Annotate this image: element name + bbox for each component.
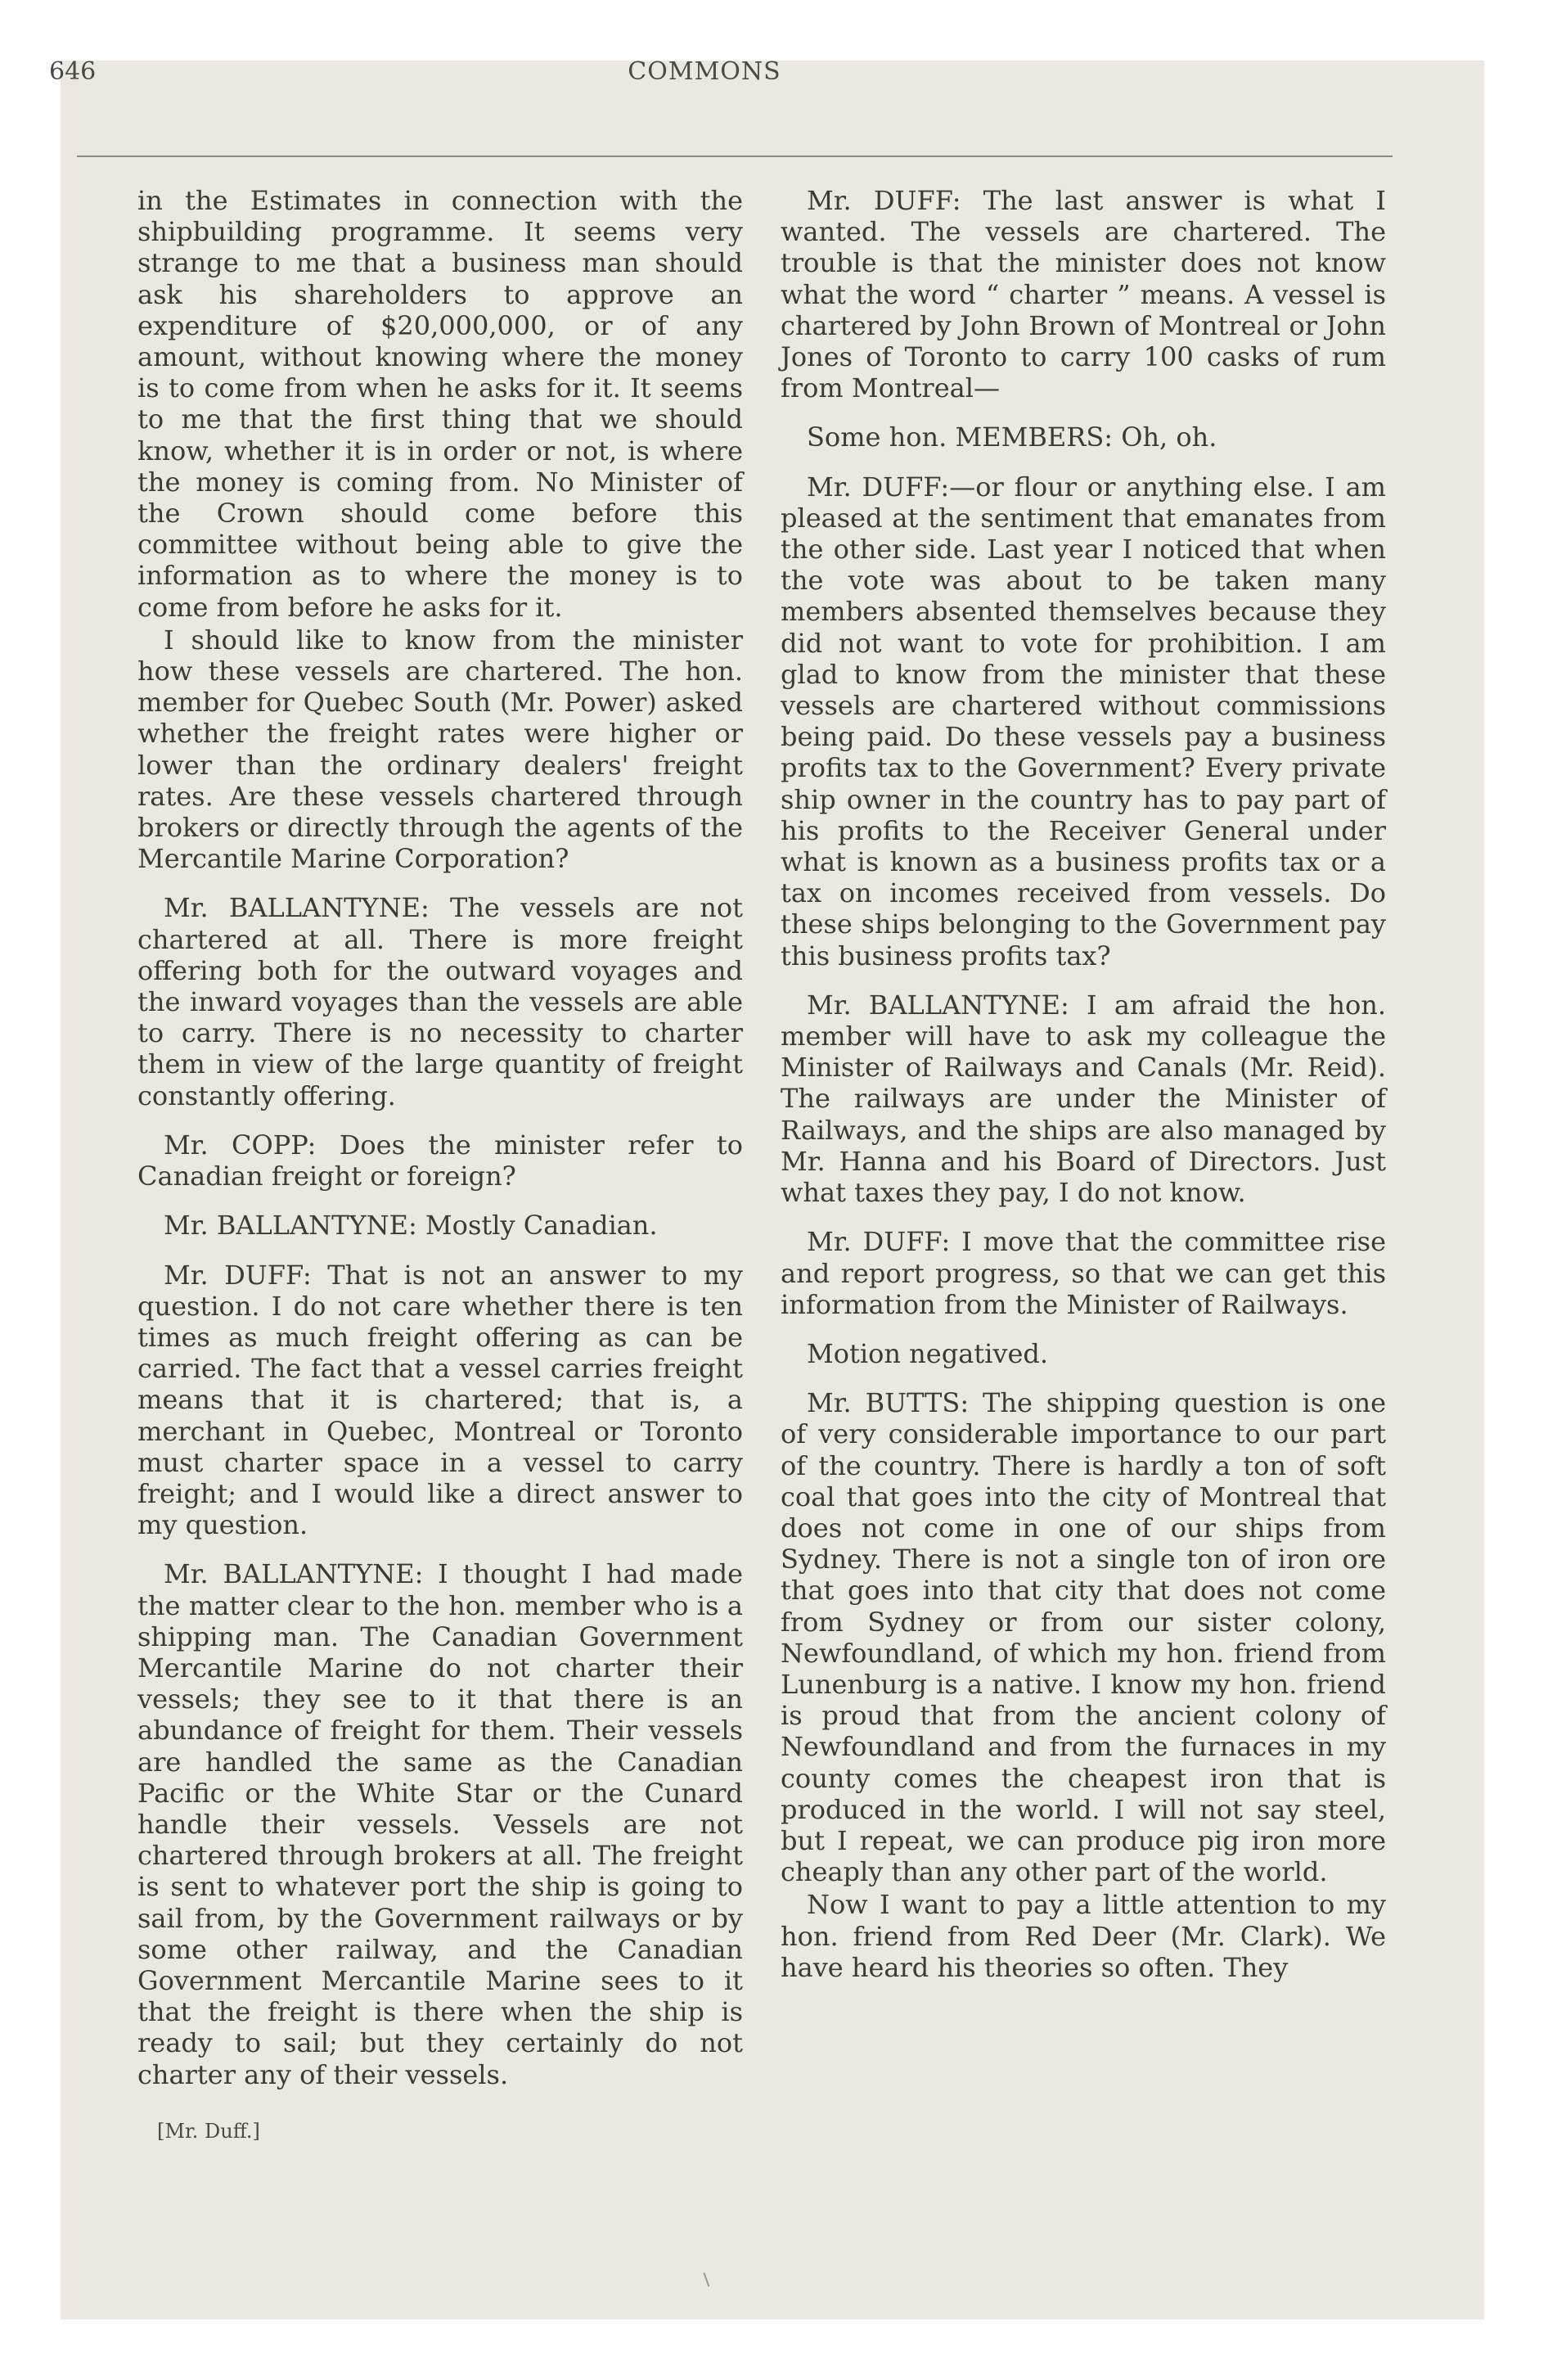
paragraph: Mr. BALLANTYNE: I thought I had made the matter clear to the hon. member who is a shipping man. The Canadian Government Mercantile Marine do not charter their vessels; they see to it that there is an abundance of freight for them. Their vessels are handled the same as the Canadian Pacific or the White Star or the Cunard handle their vessels. Vessels are not chartered through brokers at all. The freight is sent to whatever port the ship is going to sail from, by the Government railways or by some other railway, and the Canadian Government Mercantile Marine sees to it that the freight is there when the ship is ready to sail; but they certainly do not charter any of their vessels. [137, 1558, 743, 2090]
paragraph: in the Estimates in connection with the shipbuilding programme. It seems very strange to me that a business man should ask his shareholders to approve an expenditure of $20,000,000, or of any amount, without knowing where the money is to come from when he asks for it. It seems to me that the first thing that we should know, whether it is in order or not, is where the money is coming from. No Minister of the Crown should come before this committee without being able to give the information as to where the money is to come from before he asks for it. [137, 185, 743, 623]
paragraph: Mr. BALLANTYNE: I am afraid the hon. member will have to ask my colleague the Minister of Railways and Canals (Mr. Reid). The railways are under the Minister of Railways, and the ships are also managed by Mr. Hanna and his Board of Directors. Just what taxes they pay, I do not know. [781, 989, 1386, 1209]
paragraph: Mr. BALLANTYNE: The vessels are not chartered at all. There is more freight offering both for the outward voyages and the inward voyages than the vessels are able to carry. There is no necessity to charter them in view of the large quantity of freight constantly offering. [137, 892, 743, 1111]
paragraph: I should like to know from the minister how these vessels are chartered. The hon. member for Quebec South (Mr. Power) asked whether the freight rates were higher or lower than the ordinary dealers' freight rates. Are these vessels chartered through brokers or directly through the agents of the Mercantile Marine Corporation? [137, 624, 743, 875]
paragraph: Some hon. MEMBERS: Oh, oh. [807, 421, 1217, 453]
right-column [781, 185, 1386, 2215]
paragraph: Motion negatived. [807, 1337, 1049, 1369]
paragraph: Mr. BUTTS: The shipping question is one of very considerable importance to our part of the country. There is hardly a ton of soft coal that goes into the city of Montreal that does not come in one of our ships from Sydney. There is not a single ton of iron ore that goes into that city that does not come from Sydney or from our sister colony, Newfoundland, of which my hon. friend from Lunenburg is a native. I know my hon. friend is proud that from the ancient colony of Newfoundland and from the furnaces in my county comes the cheapest iron that is produced in the world. I will not say steel, but I repeat, we can produce pig iron more cheaply than any other part of the world. [781, 1387, 1386, 1888]
paragraph: Mr. DUFF: That is not an answer to my question. I do not care whether there is ten times as much freight offering as can be carried. The fact that a vessel carries freight means that it is chartered; that is, a merchant in Quebec, Montreal or Toronto must charter space in a vessel to carry freight; and I would like a direct answer to my question. [137, 1259, 743, 1541]
paragraph: Mr. COPP: Does the minister refer to Canadian freight or foreign? [137, 1129, 743, 1192]
paragraph: Mr. BALLANTYNE: Mostly Canadian. [164, 1210, 658, 1242]
paragraph: Mr. DUFF:—or flour or anything else. I am pleased at the sentiment that emanates from the other side. Last year I noticed that when the vote was about to be taken many members absented themselves because they did not want to vote for prohibition. I am glad to know from the minister that these vessels are chartered without commissions being paid. Do these vessels pay a business profits tax to the Government? Every private ship owner in the country has to pay part of his profits to the Receiver General under what is known as a business profits tax or a tax on incomes received from vessels. Do these ships belonging to the Government pay this business profits tax? [781, 471, 1386, 971]
header-rule [77, 156, 1393, 157]
page-number: 646 [49, 57, 97, 86]
running-head: COMMONS [628, 57, 781, 86]
paragraph: Mr. DUFF: The last answer is what I wanted. The vessels are chartered. The trouble is that the minister does not know what the word “ charter ” means. A vessel is chartered by John Brown of Montreal or John Jones of Toronto to carry 100 casks of rum from Montreal— [781, 185, 1386, 404]
page-header [49, 57, 1360, 90]
paragraph: Now I want to pay a little attention to my hon. friend from Red Deer (Mr. Clark). We have heard his theories so often. They [781, 1889, 1386, 1983]
speaker-footer: [Mr. Duff.] [157, 2120, 260, 2143]
left-column [137, 185, 743, 2215]
paragraph: Mr. DUFF: I move that the committee rise and report progress, so that we can get this information from the Minister of Railways. [781, 1226, 1386, 1320]
